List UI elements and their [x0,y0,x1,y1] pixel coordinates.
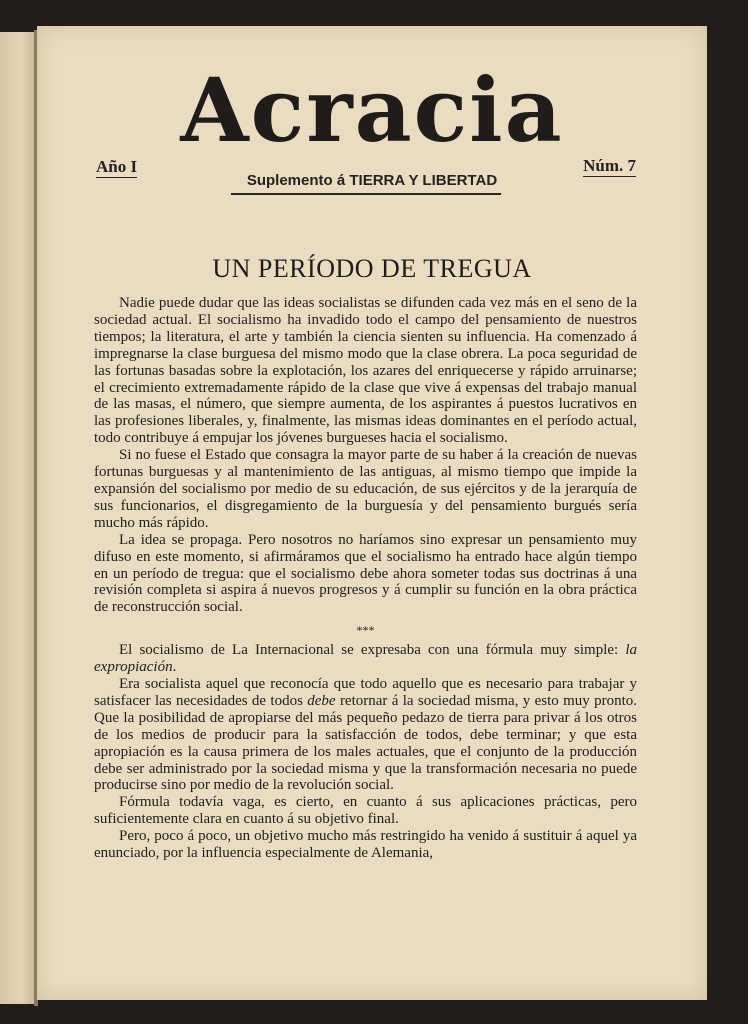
issue-number: Núm. 7 [583,156,636,175]
subtitle-underline [231,193,501,195]
paragraph-2: Si no fuese el Estado que consagra la mayor parte de su haber á la creación de nuevas fortunas burguesas y al mantenimiento de las antiguas, al mismo tiempo que impide la expansión del socialismo por medio de su educación, de sus ejércitos y de la jerarquía de sus funcionarios, el disgregamiento de la burguesía y del pensamiento burgués sería mucho más rápido. [94,447,637,531]
paragraph-7: Pero, poco á poco, un objetivo mucho más restringido ha venido á sustituir á aquel ya enunciado, por la influencia especialmente de Alemania, [94,828,637,862]
newspaper-page [37,26,707,1000]
article-body [94,295,637,862]
paragraph-6: Fórmula todavía vaga, es cierto, en cuanto á sus aplicaciones prácticas, pero suficientemente clara en cuanto á su objetivo final. [94,794,637,828]
masthead-title: Acracia [180,58,564,162]
paragraph-1: Nadie puede dudar que las ideas socialistas se difunden cada vez más en el seno de la sociedad actual. El socialismo ha invadido todo el campo del pensamiento de nuestros tiempos; la literatura, el arte y también la ciencia sienten su influencia. Ha comenzado á impregnarse la clase burguesa del mismo modo que la clase obrera. La poca seguridad de las fortunas basadas sobre la explotación, los azares del enriquecerse y rápido arruinarse; el crecimiento extremadamente rápido de la clase que vive á expensas del trabajo manual de las masas, el número, que siempre aumenta, de los aspirantes á puestos lucrativos en las profesiones liberales, y, finalmente, las mismas ideas dominantes en el período actual, todo contribuye á empujar los jóvenes burgueses hacia el socialismo. [94,295,637,447]
paragraph-5-emphasis: debe [307,692,336,709]
paragraph-5 [94,676,637,794]
paragraph-5-end: retornar á la sociedad misma, y esto muy pronto. Que la posibilidad de apropiarse del más pequeño pedazo de tierra para privar á los otros de los medios de producir para la satisfacción de todos, debe terminar; y que esta apropiación es la causa primera de los males actuales, que el conjunto de la producción debe ser administrado por la sociedad misma y que la transformación necesaria no puede producirse sino por medio de la revolución social. [94,692,638,794]
previous-page-edge [0,32,36,1004]
paragraph-4-end: . [172,659,177,676]
masthead-subtitle: Suplemento á TIERRA Y LIBERTAD [246,172,498,189]
issue-year: Año I [96,157,138,176]
paragraph-4-text: El socialismo de La Internacional se expresaba con una fórmula muy simple: [119,642,619,659]
paragraph-4-emphasis: la expropiación [94,642,637,676]
article-title: UN PERÍODO DE TREGUA [212,254,532,283]
section-separator: *** [356,623,375,638]
paragraph-4 [94,642,637,676]
paragraph-3: La idea se propaga. Pero nosotros no haríamos sino expresar un pensamiento muy difuso en este momento, si afirmáramos que el socialismo ha entrado hace algún tiempo en un período de tregua: que el socialismo debe ahora someter todas sus doctrinas á una revisión completa si aspira á nuevos progresos y á cumplir su función en la obra práctica de reconstrucción social. [94,531,637,616]
paragraph-5-text: Era socialista aquel que reconocía que todo aquello que es necesario para trabajar y satisfacer las necesidades de todos [94,676,637,709]
